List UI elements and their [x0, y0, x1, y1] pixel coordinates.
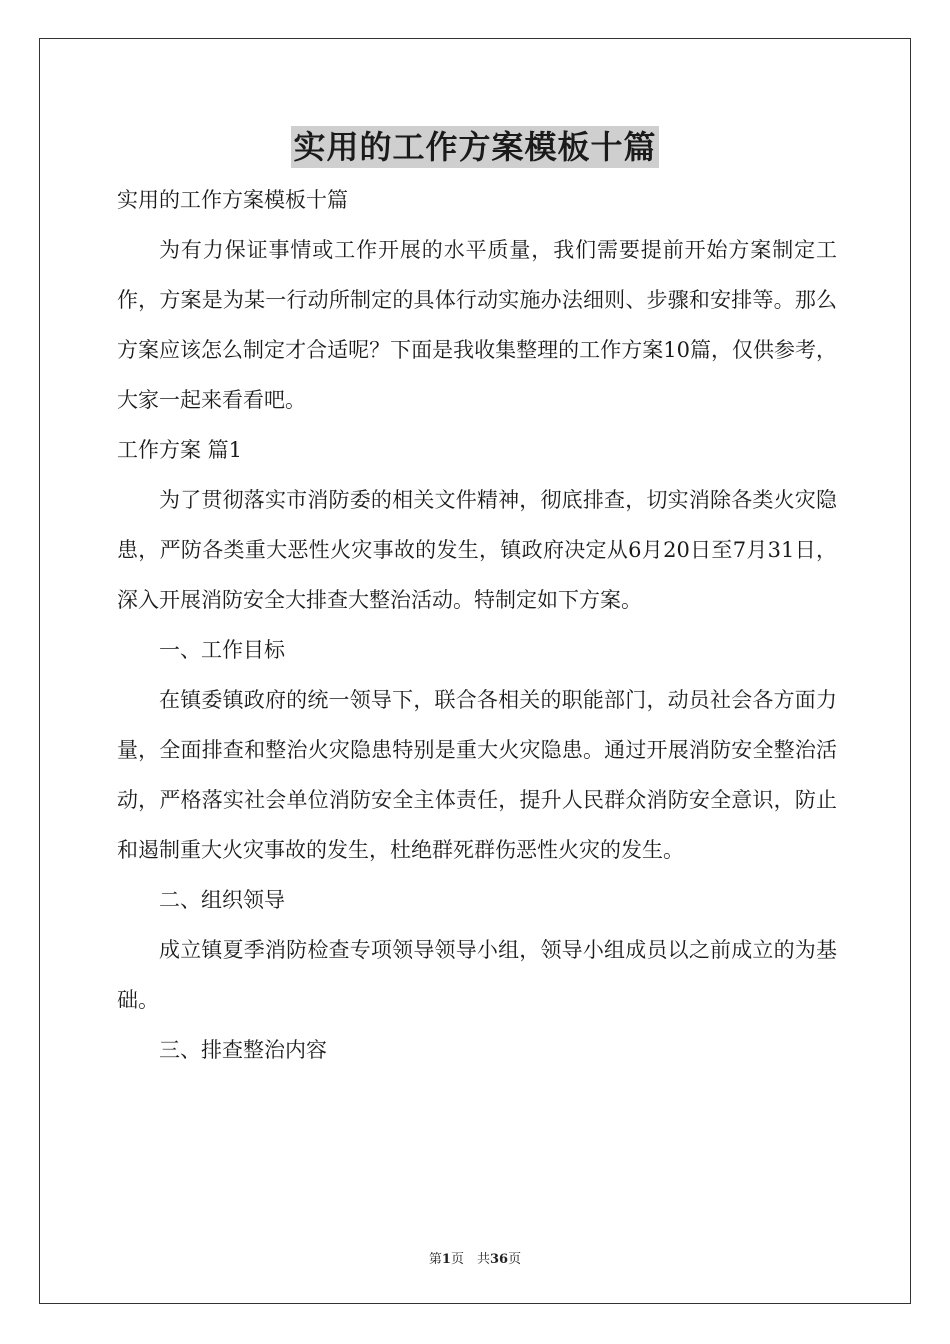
footer-page-total: 36 [489, 1252, 509, 1267]
footer-page-current: 1 [441, 1252, 451, 1267]
section-intro-paragraph: 为了贯彻落实市消防委的相关文件精神，彻底排查，切实消除各类火灾隐患，严防各类重大恶性火灾事故的发生，镇政府决定从6月20日至7月31日，深入开展消防安全大排查大整治活动。特制定如下方案。 [117, 488, 837, 612]
document-body [117, 175, 837, 1075]
goal-heading: 一、工作目标 [159, 638, 285, 662]
subtitle: 实用的工作方案模板十篇 [117, 188, 348, 212]
page-footer [0, 1248, 950, 1267]
footer-mid: 页 共 [450, 1252, 490, 1267]
section-heading: 工作方案 篇1 [117, 438, 243, 462]
content-heading: 三、排查整治内容 [159, 1038, 327, 1062]
org-heading: 二、组织领导 [159, 888, 285, 912]
document-title: 实用的工作方案模板十篇 [293, 128, 657, 166]
footer-suffix: 页 [508, 1252, 522, 1267]
intro-paragraph: 为有力保证事情或工作开展的水平质量，我们需要提前开始方案制定工作，方案是为某一行动所制定的具体行动实施办法细则、步骤和安排等。那么方案应该怎么制定才合适呢？下面是我收集整理的工作方案10篇，仅供参考，大家一起来看看吧。 [117, 238, 837, 412]
title-container [0, 126, 950, 168]
org-paragraph: 成立镇夏季消防检查专项领导领导小组，领导小组成员以之前成立的为基础。 [117, 938, 837, 1012]
footer-prefix: 第 [428, 1252, 442, 1267]
goal-paragraph: 在镇委镇政府的统一领导下，联合各相关的职能部门，动员社会各方面力量，全面排查和整治火灾隐患特别是重大火灾隐患。通过开展消防安全整治活动，严格落实社会单位消防安全主体责任，提升人民群众消防安全意识，防止和遏制重大火灾事故的发生，杜绝群死群伤恶性火灾的发生。 [117, 688, 837, 862]
